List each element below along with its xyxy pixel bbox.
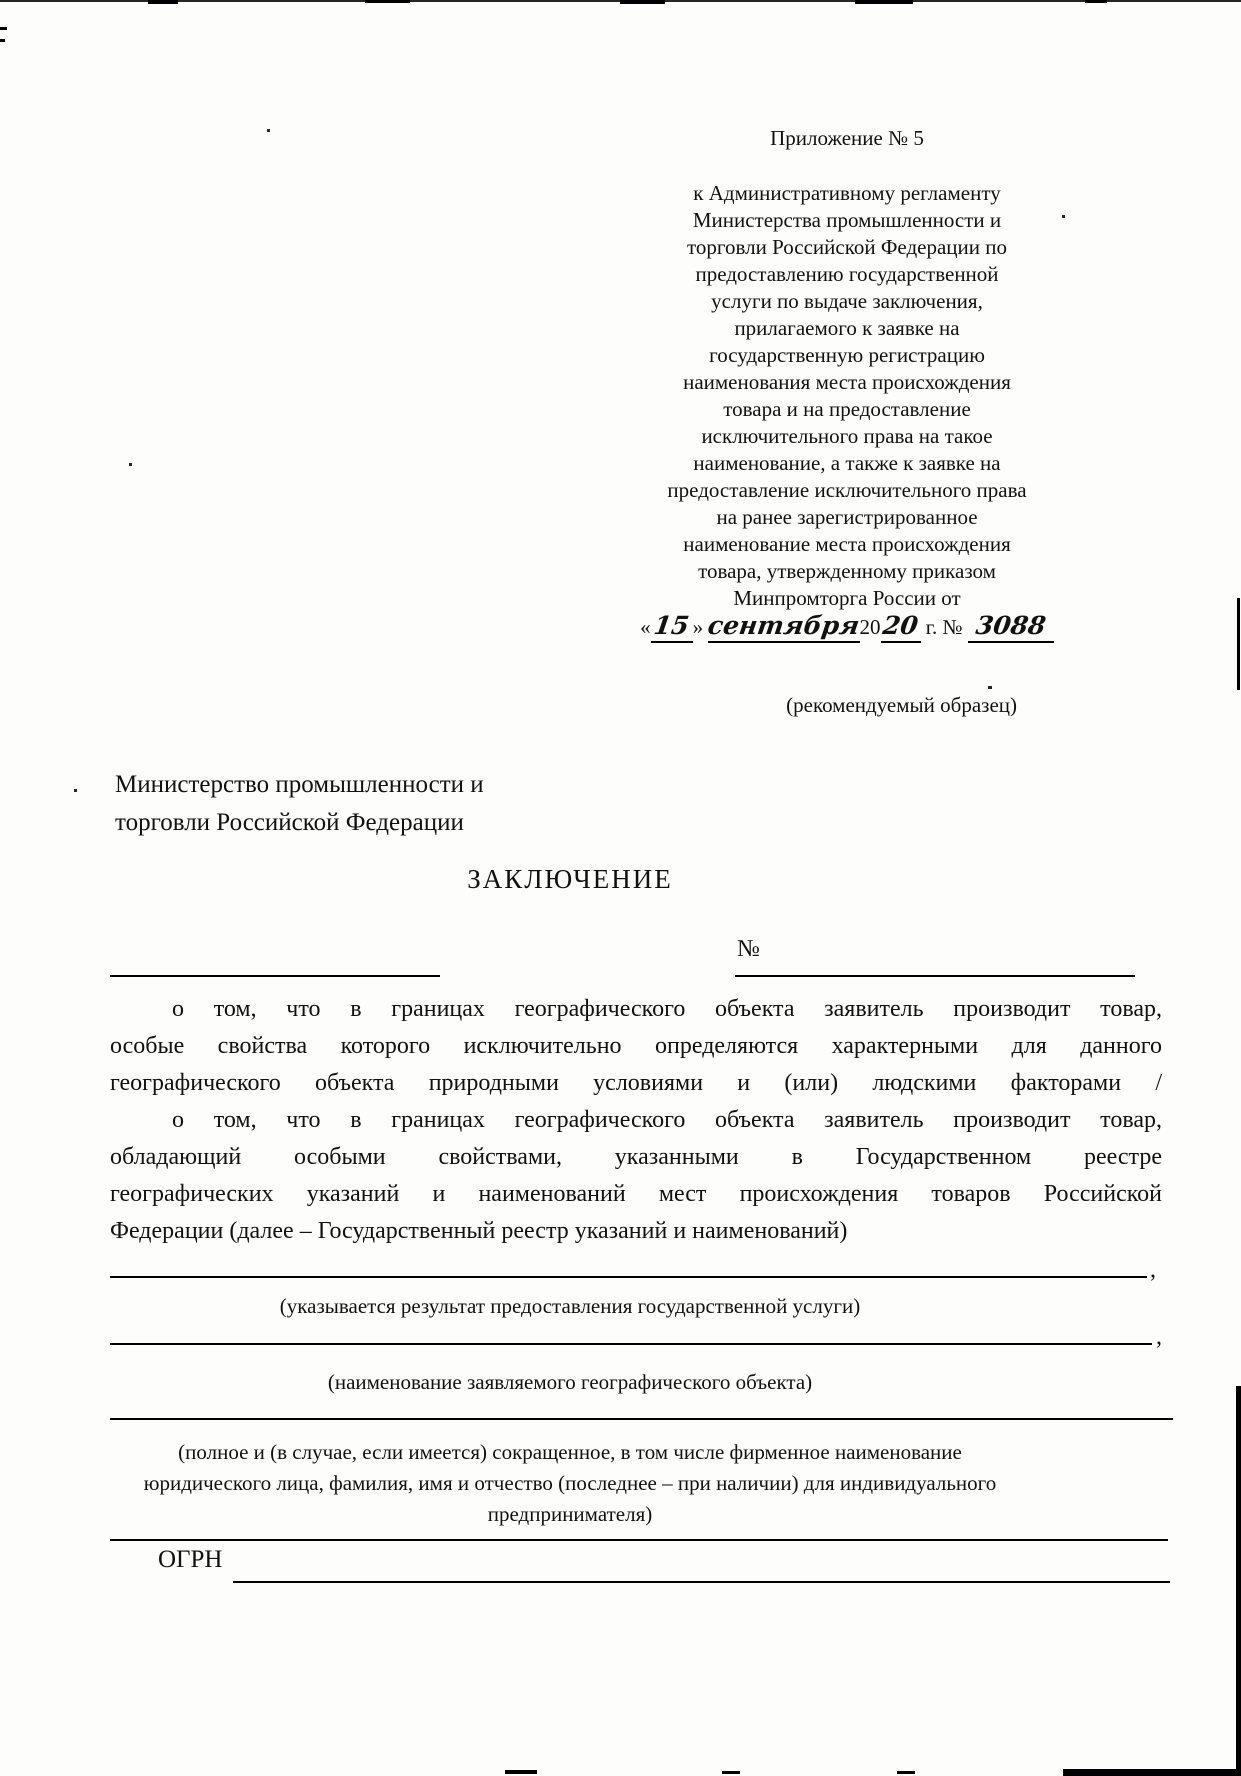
blank-line-applicant-name bbox=[110, 1418, 1173, 1420]
handwritten-year: 20 bbox=[881, 611, 921, 640]
regulation-line: государственную регистрацию bbox=[709, 343, 985, 367]
ministry-line: торговли Российской Федерации bbox=[115, 809, 464, 836]
ogrn-label: ОГРН bbox=[158, 1546, 223, 1573]
ministry-line: Министерство промышленности и bbox=[115, 771, 484, 798]
regulation-line: предоставлению государственной bbox=[695, 262, 999, 286]
body-line: особые свойства которого исключительно определяются характерными для данного bbox=[110, 1033, 1162, 1059]
scan-artifact bbox=[505, 1770, 537, 1774]
caption-applicant-name bbox=[0, 1437, 1140, 1530]
caption-line: юридического лица, фамилия, имя и отчество (последнее – при наличии) для индивидуального bbox=[143, 1471, 997, 1495]
regulation-line: услуги по выдаче заключения, bbox=[711, 289, 983, 313]
scan-artifact bbox=[0, 27, 7, 30]
body-line: о том, что в границах географического объекта заявитель производит товар, bbox=[172, 996, 1162, 1022]
scan-artifact bbox=[74, 789, 77, 792]
regulation-line: товара, утвержденному приказом bbox=[698, 559, 996, 583]
body-line: Федерации (далее – Государственный реестр указаний и наименований) bbox=[110, 1218, 848, 1244]
appendix-label: Приложение № 5 bbox=[770, 126, 924, 150]
number-label: № bbox=[737, 936, 760, 962]
regulation-line: предоставление исключительного права bbox=[667, 478, 1027, 502]
scan-artifact bbox=[267, 129, 270, 132]
scan-artifact bbox=[0, 39, 5, 42]
blank-line-number-field bbox=[735, 975, 1135, 977]
scan-artifact bbox=[988, 686, 992, 689]
blank-line-service-result bbox=[110, 1276, 1147, 1278]
scan-artifact bbox=[1063, 1769, 1241, 1776]
blank-line-ogrn-field bbox=[233, 1581, 1170, 1583]
scan-artifact bbox=[1062, 215, 1065, 218]
regulation-line: прилагаемого к заявке на bbox=[734, 316, 960, 340]
blank-line-date-field bbox=[110, 975, 440, 977]
scan-artifact bbox=[855, 0, 913, 4]
scan-artifact bbox=[722, 1771, 740, 1774]
body-line: географических указаний и наименований мест происхождения товаров Российской bbox=[110, 1181, 1162, 1207]
regulation-line: наименования места происхождения bbox=[683, 370, 1011, 394]
quote-open: « bbox=[640, 615, 651, 639]
date-suffix: г. № bbox=[925, 615, 963, 639]
scan-artifact bbox=[1237, 598, 1240, 690]
sample-note: (рекомендуемый образец) bbox=[786, 693, 1017, 717]
scan-artifact bbox=[129, 463, 132, 466]
body-line: о том, что в границах географического объекта заявитель производит товар, bbox=[172, 1107, 1162, 1133]
regulation-line: торговли Российской Федерации по bbox=[686, 235, 1007, 259]
regulation-line: к Административному регламенту bbox=[693, 181, 1001, 205]
body-line: обладающий особыми свойствами, указанными в Государственном реестре bbox=[110, 1144, 1162, 1170]
document-title: ЗАКЛЮЧЕНИЕ bbox=[467, 864, 673, 894]
comma: , bbox=[1150, 1257, 1156, 1283]
caption-service-result: (указывается результат предоставления государственной услуги) bbox=[279, 1294, 861, 1318]
regulation-line: товара и на предоставление bbox=[723, 397, 971, 421]
scan-artifact bbox=[1085, 0, 1107, 3]
quote-close: » bbox=[692, 615, 704, 639]
scan-artifact bbox=[148, 0, 178, 4]
regulation-reference bbox=[637, 180, 1057, 643]
order-date-line bbox=[637, 611, 1057, 643]
blank-line-geo-object bbox=[110, 1343, 1152, 1345]
body-line: географического объекта природными условиями и (или) людскими факторами / bbox=[110, 1070, 1162, 1096]
regulation-line: наименование, а также к заявке на bbox=[693, 451, 1001, 475]
regulation-line: наименование места происхождения bbox=[683, 532, 1011, 556]
blank-line-above-ogrn bbox=[110, 1539, 1168, 1541]
ministry-heading bbox=[115, 766, 484, 842]
regulation-line: исключительного права на такое bbox=[701, 424, 993, 448]
regulation-line: Министерства промышленности и bbox=[692, 208, 1002, 232]
regulation-line: на ранее зарегистрированное bbox=[716, 505, 978, 529]
scan-artifact bbox=[897, 1771, 915, 1774]
scan-artifact bbox=[620, 0, 665, 4]
scan-artifact bbox=[365, 0, 410, 3]
body-text bbox=[110, 991, 1162, 1250]
caption-geo-object: (наименование заявляемого географического объекта) bbox=[327, 1370, 813, 1394]
handwritten-order-number: 3088 bbox=[974, 611, 1048, 640]
caption-line: предпринимателя) bbox=[487, 1502, 653, 1526]
scan-artifact bbox=[1236, 1386, 1241, 1776]
caption-line: (полное и (в случае, если имеется) сокращенное, в том числе фирменное наименование bbox=[178, 1440, 962, 1464]
handwritten-month: сентября bbox=[706, 611, 862, 640]
regulation-line: Минпромторга России от bbox=[733, 586, 961, 610]
year-printed: 20 bbox=[859, 615, 881, 639]
comma: , bbox=[1156, 1324, 1162, 1350]
handwritten-day: 15 bbox=[652, 611, 692, 640]
